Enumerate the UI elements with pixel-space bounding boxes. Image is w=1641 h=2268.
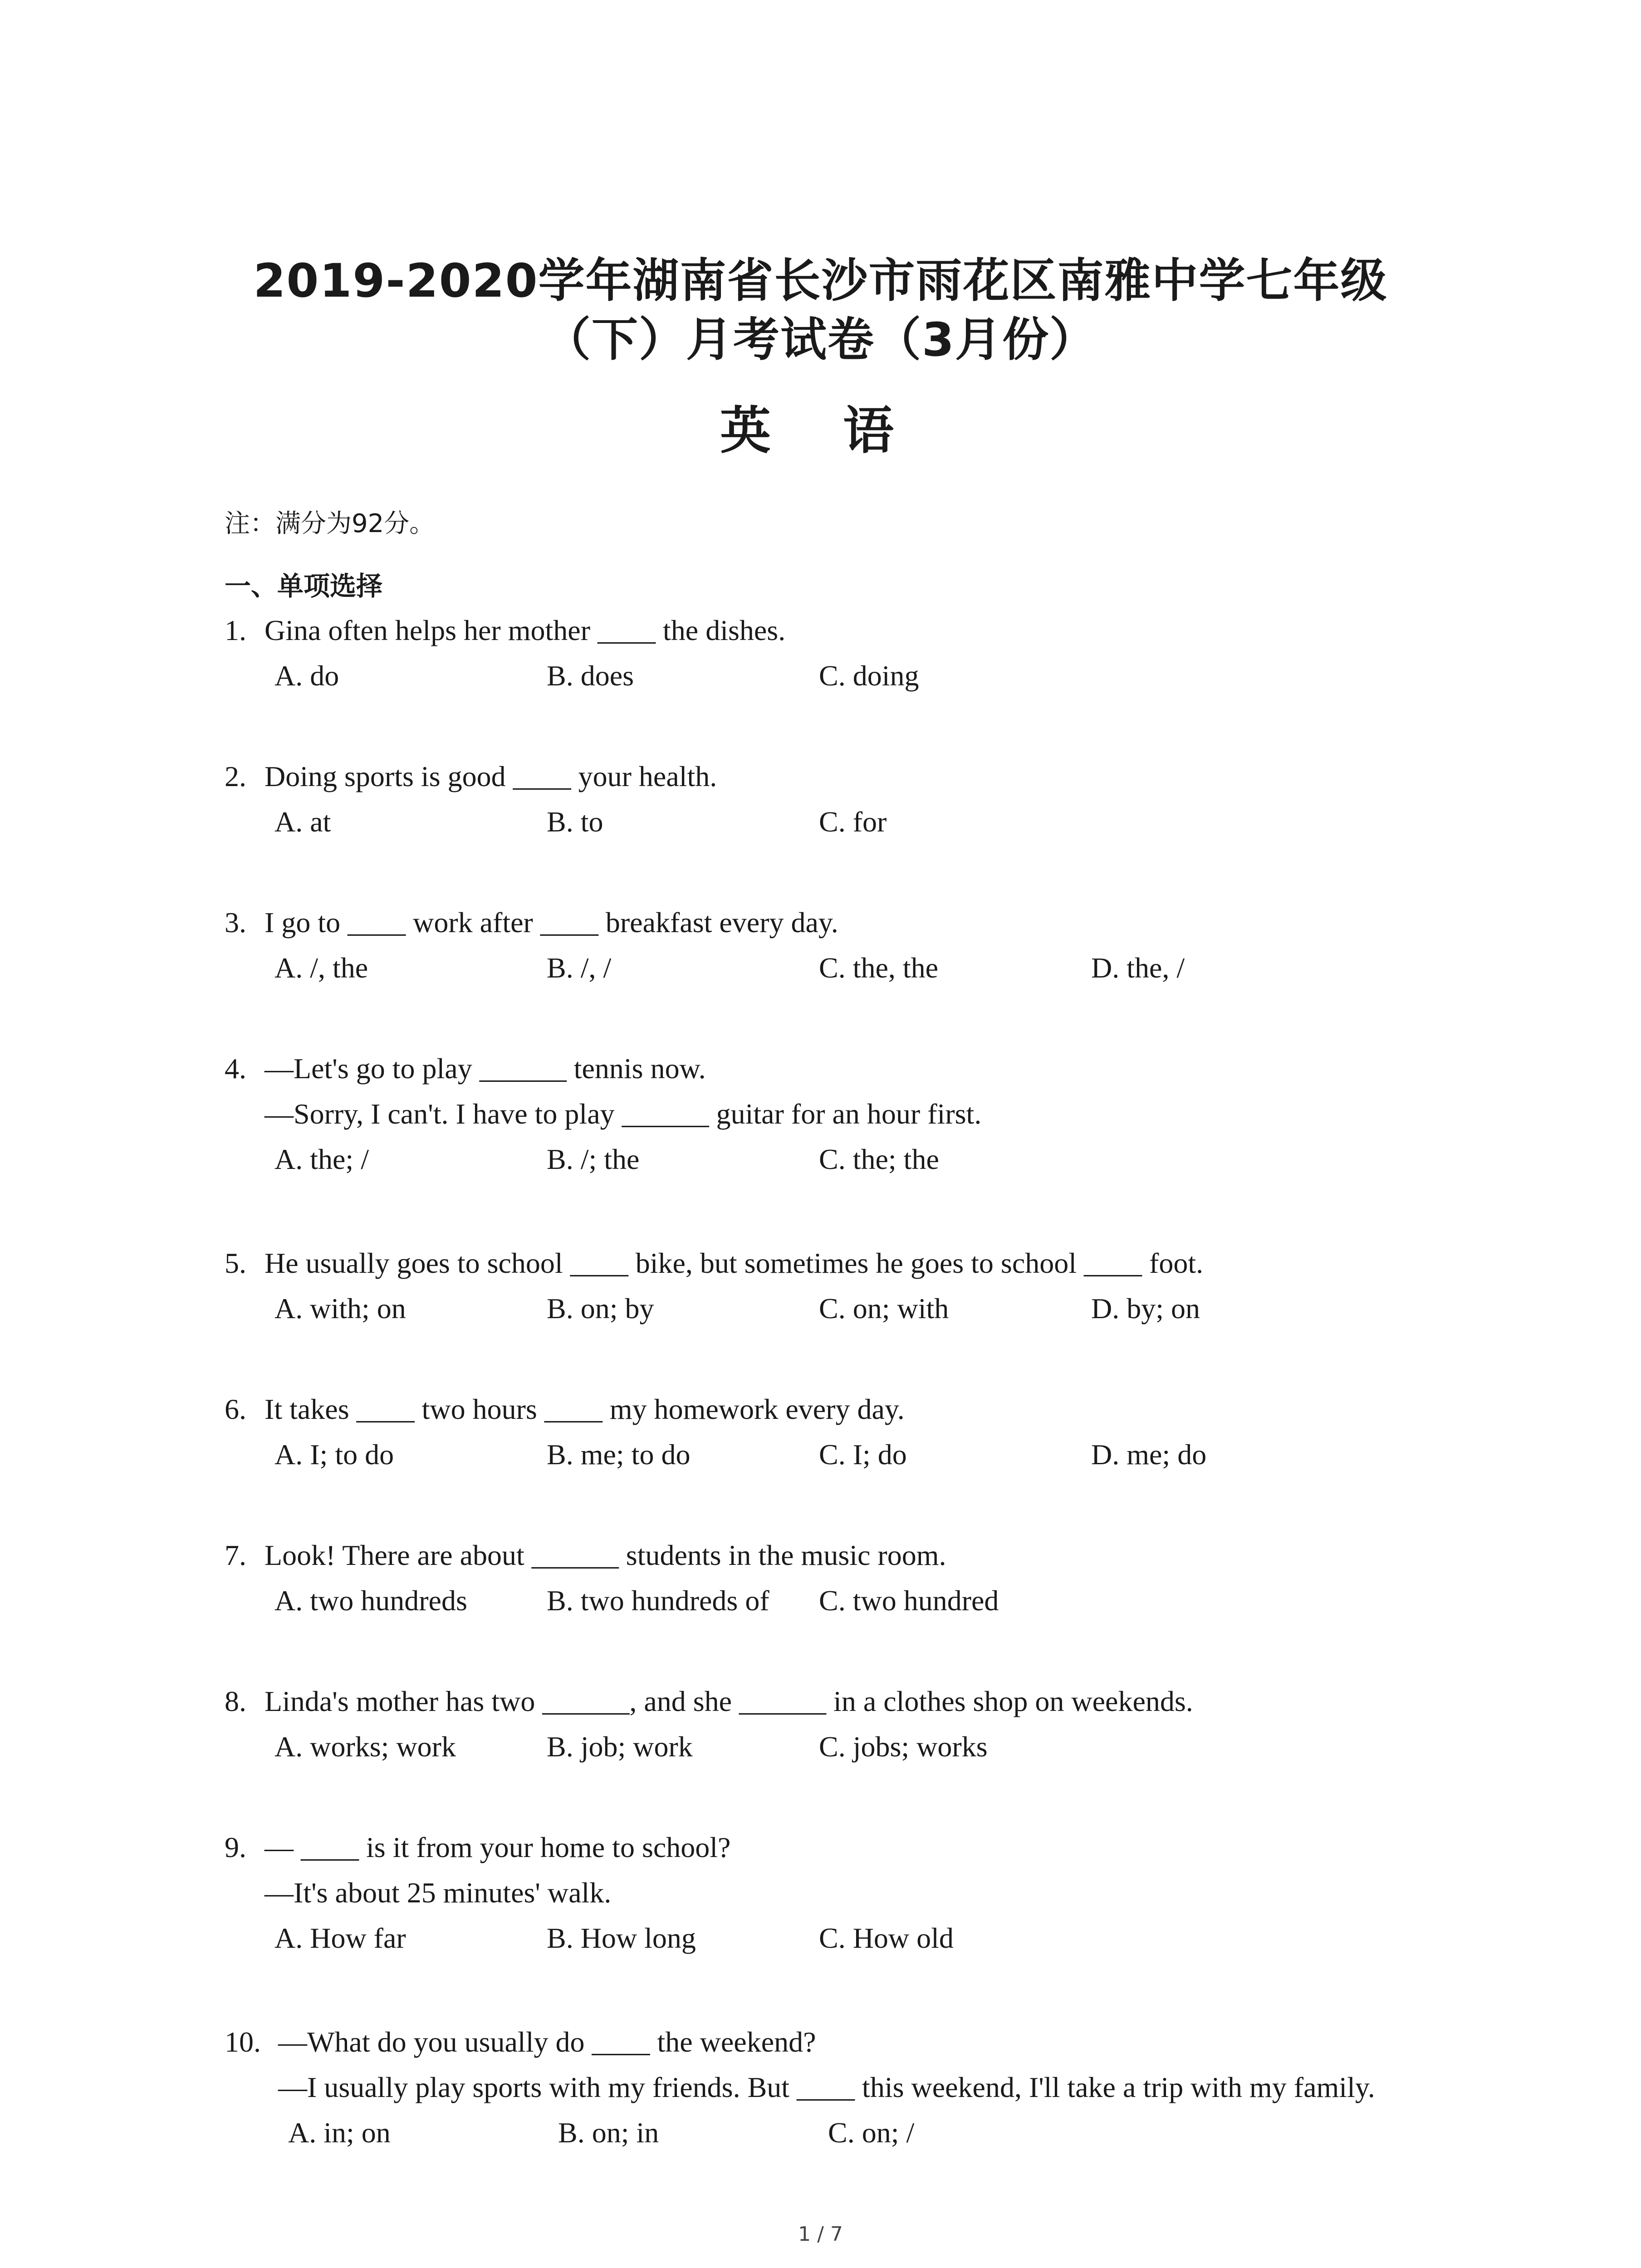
subject-heading: 英 语 (720, 401, 921, 460)
answer-options (225, 1432, 1207, 1477)
answer-options (225, 799, 887, 845)
answer-option-c: C. jobs; works (819, 1730, 988, 1763)
question-text: Look! There are about ______ students in the music room. (265, 1539, 946, 1571)
answer-option-c: C. doing (819, 660, 919, 692)
answer-option-d: D. me; do (1091, 1438, 1207, 1471)
page-number: 1 / 7 (798, 2223, 843, 2246)
question-number: 7. (225, 1539, 246, 1571)
question-stem (225, 1387, 905, 1432)
answer-option-c: C. on; with (819, 1292, 949, 1325)
question-stem (225, 900, 838, 945)
answer-option-d: D. the, / (1091, 952, 1185, 984)
answer-option-a: A. the; / (274, 1143, 369, 1175)
answer-option-c: C. on; / (828, 2116, 915, 2149)
question-text: —Sorry, I can't. I have to play ______ guitar for an hour first. (265, 1098, 982, 1130)
answer-option-a: A. /, the (274, 952, 368, 984)
question-stem (225, 2019, 1375, 2065)
answer-option-b: B. /; the (547, 1143, 640, 1175)
score-note: 注：满分为92分。 (225, 509, 435, 538)
answer-options (225, 1286, 1203, 1331)
question-number: 4. (225, 1052, 246, 1085)
question-text: Linda's mother has two ______, and she ______ in a clothes shop on weekends. (265, 1685, 1193, 1717)
question-text: Gina often helps her mother ____ the dishes. (265, 614, 786, 646)
question-9 (225, 1825, 954, 1961)
answer-option-a: A. with; on (274, 1292, 406, 1325)
answer-option-c: C. I; do (819, 1438, 907, 1471)
question-text: —Let's go to play ______ tennis now. (265, 1052, 706, 1085)
exam-title-line-1: 2019-2020学年湖南省长沙市雨花区南雅中学七年级 (253, 254, 1388, 308)
answer-option-b: B. How long (547, 1922, 696, 1954)
question-6 (225, 1387, 1207, 1477)
answer-option-b: B. on; by (547, 1292, 654, 1325)
question-number: 6. (225, 1393, 246, 1425)
answer-option-a: A. How far (274, 1922, 406, 1954)
question-text: —I usually play sports with my friends. But ____ this weekend, I'll take a trip with my family. (278, 2071, 1375, 2103)
answer-option-a: A. two hundreds (274, 1584, 467, 1617)
answer-options (225, 945, 1185, 991)
answer-option-a: A. do (274, 660, 339, 692)
question-text: I go to ____ work after ____ breakfast every day. (265, 906, 838, 938)
section-heading: 一、单项选择 (225, 571, 383, 601)
question-number: 9. (225, 1831, 246, 1863)
question-stem (225, 1533, 946, 1578)
answer-option-c: C. How old (819, 1922, 954, 1954)
question-stem (225, 1679, 1193, 1724)
answer-option-a: A. works; work (274, 1730, 456, 1763)
answer-options (225, 653, 919, 699)
question-stem (225, 608, 785, 653)
answer-option-b: B. /, / (547, 952, 612, 984)
question-number: 10. (225, 2026, 261, 2058)
question-4 (225, 1046, 981, 1182)
answer-options (225, 1137, 981, 1182)
answer-option-c: C. two hundred (819, 1584, 999, 1617)
answer-options (225, 1724, 1193, 1769)
question-number: 2. (225, 760, 246, 792)
answer-option-d: D. by; on (1091, 1292, 1200, 1325)
question-number: 5. (225, 1247, 246, 1279)
question-dialogue-line (225, 1091, 981, 1137)
question-text: It takes ____ two hours ____ my homework every day. (265, 1393, 905, 1425)
question-text: —It's about 25 minutes' walk. (265, 1877, 612, 1909)
answer-option-b: B. on; in (558, 2116, 659, 2149)
question-7 (225, 1533, 999, 1623)
answer-options (225, 1578, 999, 1623)
question-10 (225, 2019, 1375, 2156)
exam-title-line-2: （下）月考试卷（3月份） (544, 313, 1097, 367)
answer-option-c: C. the, the (819, 952, 939, 984)
answer-option-c: C. for (819, 806, 887, 838)
question-number: 3. (225, 906, 246, 938)
question-dialogue-line (225, 2065, 1375, 2110)
question-stem (225, 754, 717, 799)
answer-option-a: A. in; on (288, 2116, 391, 2149)
question-text: —What do you usually do ____ the weekend? (278, 2026, 816, 2058)
answer-option-b: B. two hundreds of (547, 1584, 769, 1617)
answer-options (225, 1916, 954, 1961)
question-dialogue-line (225, 1870, 730, 1916)
answer-options (225, 2110, 1375, 2156)
question-8 (225, 1679, 1193, 1769)
answer-option-b: B. does (547, 660, 634, 692)
question-stem (225, 1046, 981, 1091)
answer-option-b: B. to (547, 806, 603, 838)
question-text: He usually goes to school ____ bike, but sometimes he goes to school ____ foot. (265, 1247, 1204, 1279)
question-stem (225, 1825, 730, 1870)
answer-option-a: A. at (274, 806, 331, 838)
answer-option-a: A. I; to do (274, 1438, 394, 1471)
question-text: Doing sports is good ____ your health. (265, 760, 717, 792)
answer-option-b: B. job; work (547, 1730, 693, 1763)
question-number: 1. (225, 614, 246, 646)
question-stem (225, 1241, 1203, 1286)
question-5 (225, 1241, 1203, 1331)
question-3 (225, 900, 1185, 991)
question-1 (225, 608, 919, 699)
answer-option-c: C. the; the (819, 1143, 939, 1175)
answer-option-b: B. me; to do (547, 1438, 691, 1471)
question-2 (225, 754, 887, 845)
question-text: — ____ is it from your home to school? (265, 1831, 731, 1863)
question-number: 8. (225, 1685, 246, 1717)
